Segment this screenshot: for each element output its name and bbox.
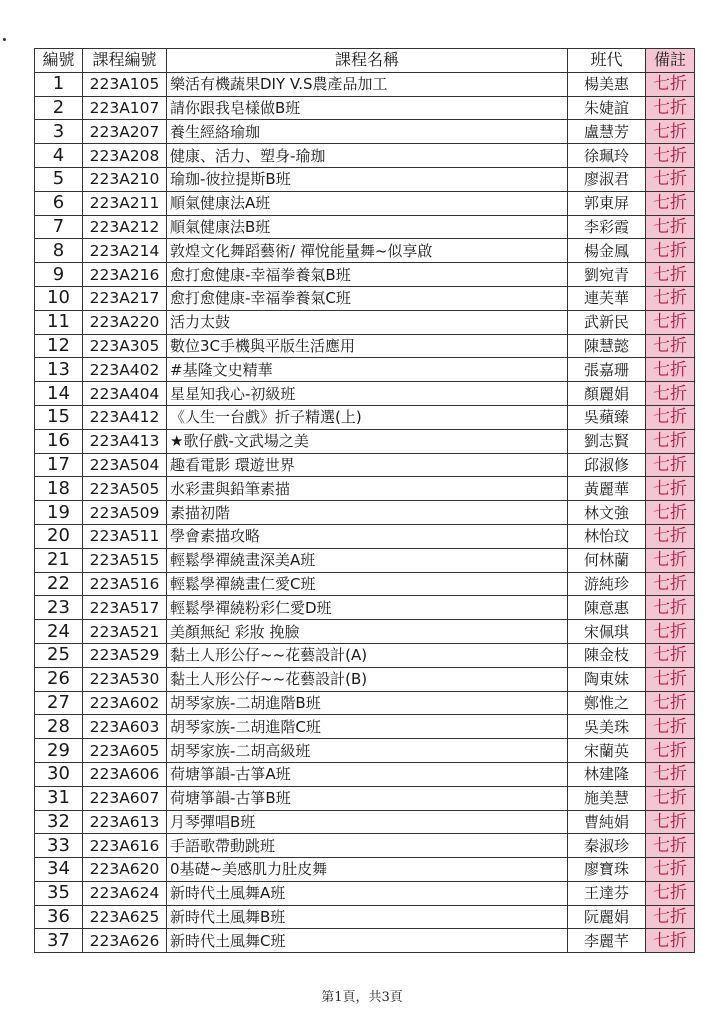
- discount-note: 七折: [646, 929, 695, 953]
- course-code: 223A511: [83, 524, 167, 548]
- discount-note: 七折: [646, 239, 695, 263]
- discount-note: 七折: [646, 834, 695, 858]
- table-row: [35, 72, 695, 96]
- course-code: 223A603: [83, 715, 167, 739]
- table-row: [35, 929, 695, 953]
- discount-note: 七折: [646, 643, 695, 667]
- table-row: [35, 429, 695, 453]
- row-number: 34: [35, 858, 83, 882]
- course-name: 手語歌帶動跳班: [167, 834, 568, 858]
- discount-note: 七折: [646, 762, 695, 786]
- course-code: 223A210: [83, 167, 167, 191]
- discount-note: 七折: [646, 72, 695, 96]
- course-code: 223A505: [83, 477, 167, 501]
- discount-note: 七折: [646, 858, 695, 882]
- class-rep: 宋蘭英: [568, 739, 646, 763]
- course-code: 223A521: [83, 620, 167, 644]
- table-row: [35, 286, 695, 310]
- course-name: 黏土人形公仔~~花藝設計(B): [167, 667, 568, 691]
- table-row: [35, 715, 695, 739]
- table-row: [35, 477, 695, 501]
- discount-note: 七折: [646, 358, 695, 382]
- course-name: 愈打愈健康-幸福拳養氣C班: [167, 286, 568, 310]
- table-row: [35, 548, 695, 572]
- discount-note: 七折: [646, 739, 695, 763]
- class-rep: 秦淑珍: [568, 834, 646, 858]
- discount-note: 七折: [646, 715, 695, 739]
- table-row: [35, 858, 695, 882]
- row-number: 6: [35, 191, 83, 215]
- row-number: 26: [35, 667, 83, 691]
- discount-note: 七折: [646, 334, 695, 358]
- table-row: [35, 691, 695, 715]
- discount-note: 七折: [646, 286, 695, 310]
- course-name: 健康、活力、塑身-瑜珈: [167, 144, 568, 168]
- discount-note: 七折: [646, 881, 695, 905]
- row-number: 18: [35, 477, 83, 501]
- header-course-code: 課程編號: [83, 49, 167, 73]
- course-code: 223A620: [83, 858, 167, 882]
- course-name: 星星知我心-初級班: [167, 382, 568, 406]
- course-name: 水彩畫與鉛筆素描: [167, 477, 568, 501]
- table-row: [35, 358, 695, 382]
- row-number: 11: [35, 310, 83, 334]
- course-name: 新時代土風舞A班: [167, 881, 568, 905]
- course-name: 0基礎~美感肌力肚皮舞: [167, 858, 568, 882]
- course-code: 223A211: [83, 191, 167, 215]
- table-row: [35, 739, 695, 763]
- course-name: ★歌仔戲-文武場之美: [167, 429, 568, 453]
- class-rep: 楊美惠: [568, 72, 646, 96]
- table-row: [35, 572, 695, 596]
- course-name: 請你跟我皂樣做B班: [167, 96, 568, 120]
- class-rep: 鄭惟之: [568, 691, 646, 715]
- row-number: 19: [35, 501, 83, 525]
- table-row: [35, 120, 695, 144]
- course-code: 223A208: [83, 144, 167, 168]
- row-number: 33: [35, 834, 83, 858]
- class-rep: 李彩霞: [568, 215, 646, 239]
- course-name: 新時代土風舞B班: [167, 905, 568, 929]
- course-name: 素描初階: [167, 501, 568, 525]
- discount-note: 七折: [646, 810, 695, 834]
- course-code: 223A613: [83, 810, 167, 834]
- class-rep: 邱淑修: [568, 453, 646, 477]
- row-number: 23: [35, 596, 83, 620]
- course-code: 223A305: [83, 334, 167, 358]
- course-code: 223A207: [83, 120, 167, 144]
- table-row: [35, 382, 695, 406]
- row-number: 28: [35, 715, 83, 739]
- class-rep: 黃麗華: [568, 477, 646, 501]
- course-name: 趣看電影 環遊世界: [167, 453, 568, 477]
- class-rep: 陶東妹: [568, 667, 646, 691]
- discount-note: 七折: [646, 524, 695, 548]
- course-code: 223A605: [83, 739, 167, 763]
- table-row: [35, 643, 695, 667]
- course-name: 養生經絡瑜珈: [167, 120, 568, 144]
- course-code: 223A516: [83, 572, 167, 596]
- row-number: 16: [35, 429, 83, 453]
- header-note: 備註: [646, 49, 695, 73]
- course-code: 223A220: [83, 310, 167, 334]
- discount-note: 七折: [646, 596, 695, 620]
- table-header-row: [35, 49, 695, 73]
- course-table: [34, 48, 695, 953]
- table-row: [35, 96, 695, 120]
- row-number: 13: [35, 358, 83, 382]
- row-number: 14: [35, 382, 83, 406]
- discount-note: 七折: [646, 786, 695, 810]
- course-name: 活力太鼓: [167, 310, 568, 334]
- class-rep: 王達芬: [568, 881, 646, 905]
- table-row: [35, 239, 695, 263]
- course-name: 黏土人形公仔~~花藝設計(A): [167, 643, 568, 667]
- course-code: 223A413: [83, 429, 167, 453]
- course-code: 223A626: [83, 929, 167, 953]
- course-name: 胡琴家族-二胡進階C班: [167, 715, 568, 739]
- table-row: [35, 881, 695, 905]
- class-rep: 何林蘭: [568, 548, 646, 572]
- discount-note: 七折: [646, 501, 695, 525]
- class-rep: 連芙華: [568, 286, 646, 310]
- discount-note: 七折: [646, 620, 695, 644]
- row-number: 3: [35, 120, 83, 144]
- course-code: 223A404: [83, 382, 167, 406]
- class-rep: 李麗芊: [568, 929, 646, 953]
- row-number: 8: [35, 239, 83, 263]
- class-rep: 林文強: [568, 501, 646, 525]
- row-number: 27: [35, 691, 83, 715]
- course-name: 輕鬆學禪繞粉彩仁愛D班: [167, 596, 568, 620]
- course-code: 223A529: [83, 643, 167, 667]
- course-name: 瑜珈-彼拉提斯B班: [167, 167, 568, 191]
- scan-dot: [3, 38, 6, 41]
- row-number: 36: [35, 905, 83, 929]
- course-code: 223A212: [83, 215, 167, 239]
- course-code: 223A616: [83, 834, 167, 858]
- course-name: 胡琴家族-二胡高級班: [167, 739, 568, 763]
- table-row: [35, 191, 695, 215]
- row-number: 5: [35, 167, 83, 191]
- table-row: [35, 810, 695, 834]
- row-number: 21: [35, 548, 83, 572]
- course-name: 順氣健康法A班: [167, 191, 568, 215]
- class-rep: 游純珍: [568, 572, 646, 596]
- course-name: 美顏無紀 彩妝 挽臉: [167, 620, 568, 644]
- header-no: 編號: [35, 49, 83, 73]
- row-number: 10: [35, 286, 83, 310]
- course-code: 223A412: [83, 405, 167, 429]
- discount-note: 七折: [646, 382, 695, 406]
- class-rep: 郭東屏: [568, 191, 646, 215]
- row-number: 24: [35, 620, 83, 644]
- table-row: [35, 405, 695, 429]
- discount-note: 七折: [646, 405, 695, 429]
- course-name: 新時代土風舞C班: [167, 929, 568, 953]
- course-code: 223A402: [83, 358, 167, 382]
- table-row: [35, 524, 695, 548]
- table-row: [35, 762, 695, 786]
- row-number: 32: [35, 810, 83, 834]
- course-code: 223A214: [83, 239, 167, 263]
- table-row: [35, 453, 695, 477]
- discount-note: 七折: [646, 477, 695, 501]
- table-row: [35, 215, 695, 239]
- class-rep: 陳金枝: [568, 643, 646, 667]
- row-number: 37: [35, 929, 83, 953]
- class-rep: 徐珮玲: [568, 144, 646, 168]
- table-row: [35, 144, 695, 168]
- row-number: 31: [35, 786, 83, 810]
- row-number: 15: [35, 405, 83, 429]
- discount-note: 七折: [646, 429, 695, 453]
- class-rep: 張嘉珊: [568, 358, 646, 382]
- class-rep: 吳蘋臻: [568, 405, 646, 429]
- discount-note: 七折: [646, 167, 695, 191]
- course-name: 愈打愈健康-幸福拳養氣B班: [167, 263, 568, 287]
- course-name: 胡琴家族-二胡進階B班: [167, 691, 568, 715]
- table-row: [35, 786, 695, 810]
- table-row: [35, 167, 695, 191]
- class-rep: 宋佩琪: [568, 620, 646, 644]
- row-number: 2: [35, 96, 83, 120]
- course-code: 223A625: [83, 905, 167, 929]
- discount-note: 七折: [646, 96, 695, 120]
- class-rep: 曹純娟: [568, 810, 646, 834]
- course-code: 223A504: [83, 453, 167, 477]
- course-code: 223A607: [83, 786, 167, 810]
- header-course-name: 課程名稱: [167, 49, 568, 73]
- course-name: 順氣健康法B班: [167, 215, 568, 239]
- discount-note: 七折: [646, 905, 695, 929]
- course-name: 荷塘箏韻-古箏A班: [167, 762, 568, 786]
- class-rep: 林建隆: [568, 762, 646, 786]
- class-rep: 顏麗娟: [568, 382, 646, 406]
- discount-note: 七折: [646, 215, 695, 239]
- discount-note: 七折: [646, 691, 695, 715]
- row-number: 25: [35, 643, 83, 667]
- course-code: 223A606: [83, 762, 167, 786]
- table-row: [35, 334, 695, 358]
- discount-note: 七折: [646, 667, 695, 691]
- course-name: 《人生一台戲》折子精選(上): [167, 405, 568, 429]
- course-code: 223A517: [83, 596, 167, 620]
- course-code: 223A107: [83, 96, 167, 120]
- class-rep: 朱婕誼: [568, 96, 646, 120]
- row-number: 35: [35, 881, 83, 905]
- class-rep: 陳意惠: [568, 596, 646, 620]
- discount-note: 七折: [646, 310, 695, 334]
- table-row: [35, 263, 695, 287]
- class-rep: 林怡玟: [568, 524, 646, 548]
- course-name: 學會素描攻略: [167, 524, 568, 548]
- course-name: 敦煌文化舞蹈藝術/ 禪悅能量舞~似享啟: [167, 239, 568, 263]
- course-code: 223A515: [83, 548, 167, 572]
- class-rep: 廖淑君: [568, 167, 646, 191]
- course-code: 223A509: [83, 501, 167, 525]
- class-rep: 施美慧: [568, 786, 646, 810]
- course-name: #基隆文史精華: [167, 358, 568, 382]
- table-row: [35, 667, 695, 691]
- table-row: [35, 596, 695, 620]
- discount-note: 七折: [646, 263, 695, 287]
- discount-note: 七折: [646, 548, 695, 572]
- course-name: 樂活有機蔬果DIY V.S農產品加工: [167, 72, 568, 96]
- course-code: 223A624: [83, 881, 167, 905]
- discount-note: 七折: [646, 191, 695, 215]
- table-row: [35, 834, 695, 858]
- table-row: [35, 905, 695, 929]
- class-rep: 劉志賢: [568, 429, 646, 453]
- row-number: 22: [35, 572, 83, 596]
- course-code: 223A602: [83, 691, 167, 715]
- class-rep: 廖寶珠: [568, 858, 646, 882]
- row-number: 4: [35, 144, 83, 168]
- discount-note: 七折: [646, 144, 695, 168]
- discount-note: 七折: [646, 120, 695, 144]
- row-number: 9: [35, 263, 83, 287]
- row-number: 1: [35, 72, 83, 96]
- row-number: 7: [35, 215, 83, 239]
- course-name: 輕鬆學禪繞畫深美A班: [167, 548, 568, 572]
- discount-note: 七折: [646, 572, 695, 596]
- course-code: 223A217: [83, 286, 167, 310]
- row-number: 12: [35, 334, 83, 358]
- class-rep: 盧慧芳: [568, 120, 646, 144]
- course-name: 荷塘箏韻-古箏B班: [167, 786, 568, 810]
- course-name: 數位3C手機與平版生活應用: [167, 334, 568, 358]
- course-name: 輕鬆學禪繞畫仁愛C班: [167, 572, 568, 596]
- class-rep: 陳慧懿: [568, 334, 646, 358]
- header-class-rep: 班代: [568, 49, 646, 73]
- table-row: [35, 620, 695, 644]
- table-row: [35, 501, 695, 525]
- row-number: 30: [35, 762, 83, 786]
- course-name: 月琴彈唱B班: [167, 810, 568, 834]
- class-rep: 楊金鳳: [568, 239, 646, 263]
- class-rep: 劉宛青: [568, 263, 646, 287]
- class-rep: 阮麗娟: [568, 905, 646, 929]
- class-rep: 吳美珠: [568, 715, 646, 739]
- course-code: 223A105: [83, 72, 167, 96]
- discount-note: 七折: [646, 453, 695, 477]
- row-number: 17: [35, 453, 83, 477]
- table-row: [35, 310, 695, 334]
- class-rep: 武新民: [568, 310, 646, 334]
- row-number: 20: [35, 524, 83, 548]
- page-footer: 第1頁，共3頁: [321, 990, 403, 1005]
- row-number: 29: [35, 739, 83, 763]
- course-code: 223A216: [83, 263, 167, 287]
- course-code: 223A530: [83, 667, 167, 691]
